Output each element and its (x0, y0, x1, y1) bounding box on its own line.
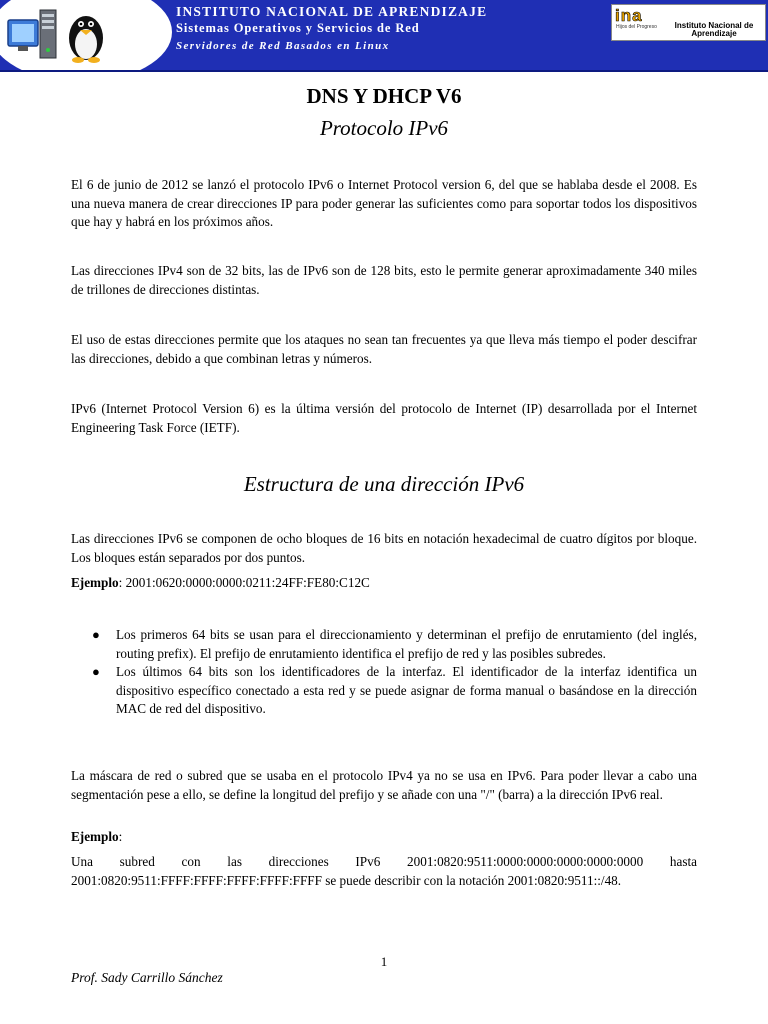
institution-name: INSTITUTO NACIONAL DE APRENDIZAJE (176, 4, 488, 19)
page-number: 1 (380, 954, 388, 969)
ina-logo-name: Instituto Nacional de Aprendizaje (674, 21, 754, 38)
course-subtitle: Servidores de Red Basados en Linux (176, 40, 390, 52)
footer-author: Prof. Sady Carrillo Sánchez (71, 970, 223, 985)
list-item-text: Los últimos 64 bits son los identificadores de la interfaz. El identificador de la interfaz identifica un dispositivo específico conectado a esta red y se puede asignar de forma manual o basándose en la dirección MAC de red del dispositivo. (116, 664, 697, 716)
example-2-colon: : (118, 829, 123, 844)
bullet-list (71, 626, 697, 719)
paragraph-1: El 6 de junio de 2012 se lanzó el protocolo IPv6 o Internet Protocol version 6, del que se hablaba desde el 2008. Es una nueva manera de crear direcciones IP para poder generar las suficientes como para soportar todos los dispositivos que hay y habrá en los próximos años. (71, 177, 697, 229)
example-1-value: : 2001:0620:0000:0000:0211:24FF:FE80:C12C (118, 575, 370, 590)
bullet-icon: ● (92, 664, 100, 679)
mask-paragraph: La máscara de red o subred que se usaba en el protocolo IPv4 ya no se usa en IPv6. Para poder llevar a cabo una segmentación pese a ello, se define la longitud del prefijo y se añade con una "/" (barra) a la dirección IPv6 real. (71, 768, 697, 802)
section-paragraph: Las direcciones IPv6 se componen de ocho bloques de 16 bits en notación hexadecimal de cuatro dígitos por bloque. Los bloques están separados por dos puntos. (71, 531, 697, 565)
example-2-heading (71, 828, 697, 847)
ina-logo (611, 4, 766, 41)
example-2-label: Ejemplo (71, 829, 119, 844)
list-item (71, 663, 697, 719)
course-name: Sistemas Operativos y Servicios de Red (176, 21, 420, 35)
list-item (71, 626, 697, 663)
server-penguin-logo-icon (4, 4, 114, 64)
example-1-label: Ejemplo (71, 575, 119, 590)
ina-logo-word: ina (615, 6, 643, 25)
page-subtitle: Protocolo IPv6 (319, 116, 449, 140)
page-title: DNS Y DHCP V6 (306, 84, 462, 108)
banner-divider (0, 70, 768, 72)
bullet-icon: ● (92, 627, 100, 642)
example-2-text: Una subred con las direcciones IPv6 2001:0820:9511:0000:0000:0000:0000:0000 hasta 2001:0820:9511:FFFF:FFFF:FFFF:FFFF:FFFF se puede describir con la notación 2001:0820:9511::/48. (71, 854, 697, 888)
banner-text (176, 3, 606, 54)
header-banner (0, 0, 768, 72)
paragraph-3: El uso de estas direcciones permite que los ataques no sean tan frecuentes ya que lleva más tiempo el poder descifrar las direcciones, debido a que combinan letras y números. (71, 332, 697, 366)
paragraph-2: Las direcciones IPv4 son de 32 bits, las de IPv6 son de 128 bits, esto le permite generar aproximadamente 340 miles de trillones de direcciones distintas. (71, 263, 697, 297)
section-title: Estructura de una dirección IPv6 (243, 472, 525, 496)
paragraph-4: IPv6 (Internet Protocol Version 6) es la última versión del protocolo de Internet (IP) desarrollada por el Internet Engineering Task Force (IETF). (71, 401, 697, 435)
list-item-text: Los primeros 64 bits se usan para el direccionamiento y determinan el prefijo de enrutamiento (del inglés, routing prefix). El prefijo de enrutamiento identifica el prefijo de red y las posibles subredes. (116, 627, 697, 661)
ina-logo-tagline: Hijos del Progreso (616, 24, 657, 30)
example-1 (71, 574, 697, 593)
